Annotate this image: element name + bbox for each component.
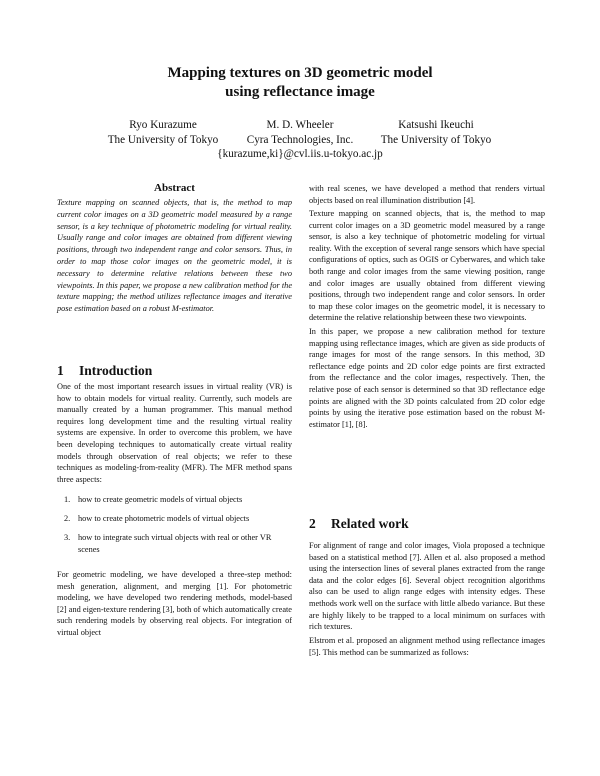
section-number: 1 bbox=[57, 363, 64, 378]
author-name-1: Ryo Kurazume bbox=[129, 119, 197, 131]
related-work-paragraph-2: Elstrom et al. proposed an alignment method using reflectance images [5]. This method can be summarized as follows: bbox=[309, 636, 545, 657]
intro-paragraph-2-continued: with real scenes, we have developed a method that renders virtual objects based on real illumination distribution [4]. bbox=[309, 184, 545, 205]
intro-paragraph-3: Texture mapping on scanned objects, that is, the method to map current color images on a 3D geometric model measured by a range sensor, is also a key technique of photometric modeling for virtual reality. With the exception of several range sensors which have special configurations of optics, such as OGIS or Cyberwares, and which take both range and color images from the same viewing position, range and color images are usually obtained from different viewing positions, through two independent range and color sensors. In order to map these color images on the geometric model, it is necessary to determine the relative relationship between these two viewpoints. bbox=[309, 209, 545, 323]
list-item-text: how to create photometric models of virtual objects bbox=[78, 514, 250, 524]
list-item-number: 3. bbox=[64, 533, 71, 543]
related-work-paragraph-1: For alignment of range and color images, Viola proposed a technique based on a statistical method [7]. Allen et al. also proposed a method using the intersection lines of several planes extracted from the range data and the color edges [6]. Several object recognition algorithms also can be used to align range edges with intensity edges. These methods work well on the surface with little albedo variance. But these are highly likely to be trapped to a local minimum on surfaces with rich textures. bbox=[309, 541, 545, 632]
author-name-2: M. D. Wheeler bbox=[266, 119, 334, 131]
section-title: Related work bbox=[331, 516, 409, 531]
abstract-heading: Abstract bbox=[154, 182, 195, 194]
section-heading-related-work bbox=[309, 515, 409, 532]
abstract-text: Texture mapping on scanned objects, that is, the method to map current color images on a 3D geometric model measured by a range sensor, is a key technique of photometric modeling for virtual reality. Usually range and color images are obtained from different viewing positions, through two independent range and color sensors. Thus, in order to map those color images on the geometric model, it is necessary to determine relative relations between these two viewpoints. In this paper, we propose a new calibration method for the texture mapping; the method utilizes reflectance images and iterative pose estimation based on a robust M-estimator. bbox=[57, 198, 292, 314]
author-affiliation-2: Cyra Technologies, Inc. bbox=[246, 134, 354, 146]
list-item-text: how to integrate such virtual objects with real or other VR scenes bbox=[78, 533, 272, 554]
list-item bbox=[64, 532, 292, 554]
author-affiliation-3: The University of Tokyo bbox=[380, 134, 492, 146]
list-item bbox=[64, 494, 292, 505]
list-item-text: how to create geometric models of virtual objects bbox=[78, 495, 243, 504]
section-number: 2 bbox=[309, 516, 316, 531]
paper-title-line1: Mapping textures on 3D geometric model bbox=[167, 65, 433, 81]
mfr-aspects-list bbox=[64, 494, 292, 563]
author-email: {kurazume,ki}@cvl.iis.u-tokyo.ac.jp bbox=[217, 148, 383, 160]
author-affiliation-1: The University of Tokyo bbox=[107, 134, 219, 146]
list-item-number: 2. bbox=[64, 514, 71, 524]
section-heading-introduction bbox=[57, 362, 152, 379]
intro-paragraph-2: For geometric modeling, we have developed a three-step method: mesh generation, alignment, and merging [1]. For photometric modeling, we have developed two rendering methods, model-based [2] and eigen-texture rendering [3], both of which automatically create such rendering models by observing real objects. For integration of virtual object bbox=[57, 570, 292, 637]
paper-title-line2: using reflectance image bbox=[225, 84, 375, 100]
intro-paragraph-4: In this paper, we propose a new calibration method for texture mapping using reflectance images, which are given as side products of range images for most of the range sensors. In this method, 3D reflectance edge points and 2D color edge points are first extracted from the reflectance and the color images, respectively. Then, the relative pose of each sensor is determined so that 3D reflectance edge points are aligned with the 3D points calculated from 2D color edge points by using the iterative pose estimation based on the robust M-estimator [1], [8]. bbox=[309, 327, 545, 429]
list-item bbox=[64, 513, 292, 524]
intro-paragraph-1: One of the most important research issues in virtual reality (VR) is how to obtain models for virtual reality. Currently, such models are manually created by a human programmer. This manual method requires long development time and the resulting virtual reality systems are expensive. In order to overcome this problem, we have been developing techniques to automatically create virtual reality models through observation of real objects; we refer to these techniques as modeling-from-reality (MFR). The MFR method spans three aspects: bbox=[57, 382, 292, 484]
list-item-number: 1. bbox=[64, 495, 71, 504]
section-title: Introduction bbox=[79, 363, 153, 378]
author-name-3: Katsushi Ikeuchi bbox=[398, 119, 474, 131]
